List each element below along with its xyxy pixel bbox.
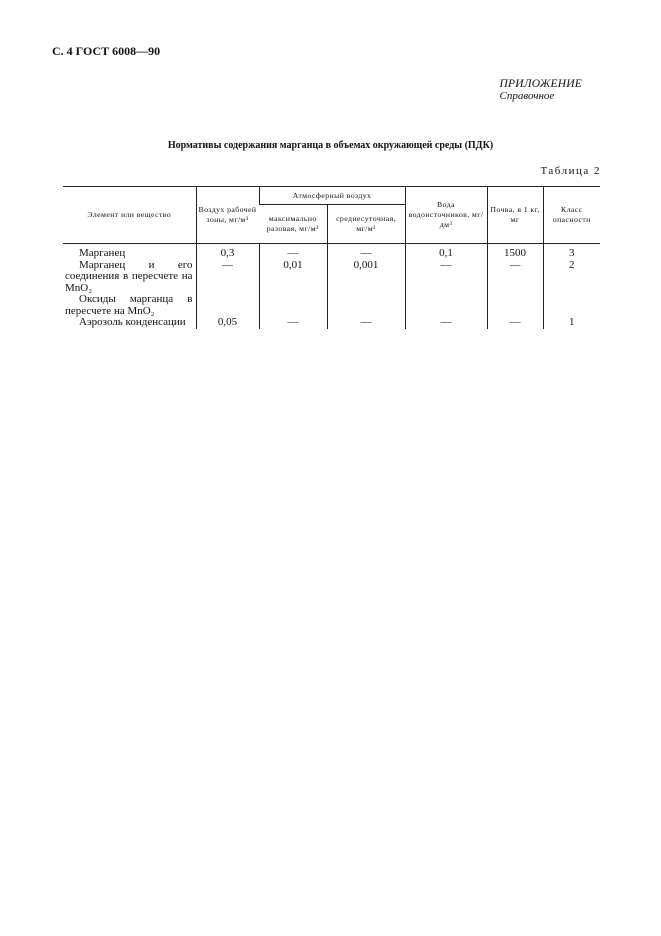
header-water: Вода водоисточников, мг/дм³	[405, 187, 487, 244]
cell-soil: —	[487, 260, 543, 295]
cell-element: Марганец	[79, 247, 126, 259]
cell-work-air: 0,05	[196, 317, 259, 329]
header-hazard-class: Класс опасности	[543, 187, 600, 244]
cell-atmo-daily: 0,001	[327, 260, 405, 295]
cell-water: —	[405, 317, 487, 329]
header-atmo-daily: среднесуточная, мг/м³	[327, 205, 405, 244]
table-row	[63, 317, 600, 329]
cell-atmo-max: —	[259, 317, 327, 329]
header-soil: Почва, в 1 кг, мг	[487, 187, 543, 244]
appendix-title: ПРИЛОЖЕНИЕ	[499, 78, 582, 90]
cell-atmo-max: —	[259, 244, 327, 260]
header-atmo-max: максимально разовая, мг/м³	[259, 205, 327, 244]
cell-water: 0,1	[405, 244, 487, 260]
cell-atmo-max: 0,01	[259, 260, 327, 295]
appendix-subtitle: Справочное	[499, 90, 555, 102]
table-body	[63, 244, 600, 329]
cell-work-air	[196, 294, 259, 317]
table-header	[63, 187, 600, 244]
table-row	[63, 244, 600, 260]
header-work-air: Воздух рабочей зоны, мг/м³	[196, 187, 259, 244]
cell-water	[405, 294, 487, 317]
cell-atmo-daily: —	[327, 244, 405, 260]
cell-soil: 1500	[487, 244, 543, 260]
cell-work-air: —	[196, 260, 259, 295]
cell-atmo-max	[259, 294, 327, 317]
cell-atmo-daily: —	[327, 317, 405, 329]
cell-element: Оксиды марганца в пересчете на MnO₂	[65, 293, 193, 317]
table-label: Таблица 2	[540, 165, 601, 177]
table-row	[63, 294, 600, 317]
cell-soil	[487, 294, 543, 317]
appendix-block	[500, 78, 582, 102]
cell-hazard: 2	[543, 260, 600, 295]
cell-water: —	[405, 260, 487, 295]
header-element: Элемент или вещество	[87, 210, 172, 219]
table-row	[63, 260, 600, 295]
cell-element: Аэрозоль конденсации	[79, 316, 186, 328]
document-title: Нормативы содержания марганца в объемах окружающей среды (ПДК)	[167, 140, 494, 151]
page-header: С. 4 ГОСТ 6008—90	[52, 44, 161, 58]
cell-hazard	[543, 294, 600, 317]
cell-atmo-daily	[327, 294, 405, 317]
cell-work-air: 0,3	[196, 244, 259, 260]
cell-hazard: 1	[543, 317, 600, 329]
manganese-limits-table	[63, 186, 600, 329]
header-atmospheric-air: Атмосферный воздух	[259, 187, 405, 205]
cell-element: Марганец и его соединения в пересчете на MnO₂	[65, 258, 193, 294]
cell-hazard: 3	[543, 244, 600, 260]
cell-soil: —	[487, 317, 543, 329]
